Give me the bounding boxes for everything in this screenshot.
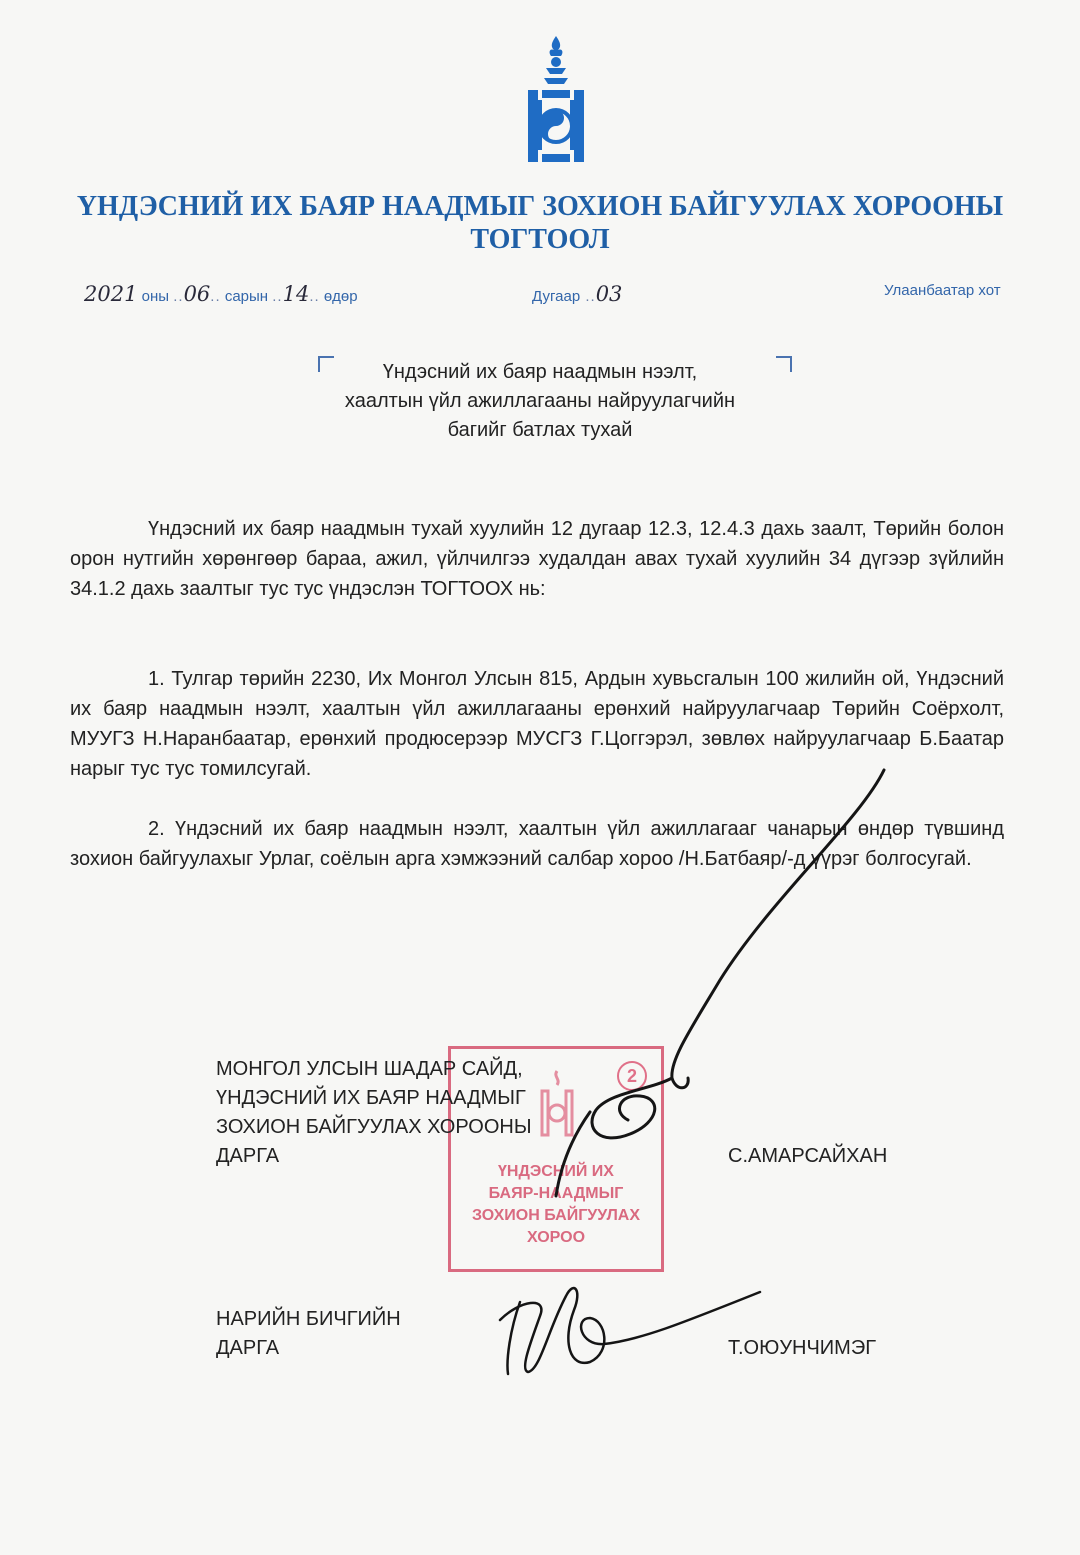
preamble-paragraph: Үндэсний их баяр наадмын тухай хуулийн 12 дугаар 12.3, 12.4.3 дахь заалт, Төрийн болон орон нутгийн хөрөнгөөр бараа, ажил, үйлчилгээ худалдан авах тухай хуулийн 34 дүгээр зүйлийн 34.1.2 дахь заалтыг тус тус үндэслэн ТОГТООХ нь:: [70, 518, 1004, 600]
resolution-item-2: 2. Үндэсний их баяр наадмын нээлт, хаалтын үйл ажиллагааг чанарын өндөр түвшинд зохион байгуулахыг Урлаг, соёлын арга хэмжээний салбар хороо /Н.Батбаяр/-д үүрэг болгосугай.: [70, 818, 1004, 870]
chair-title-line: ҮНДЭСНИЙ ИХ БАЯР НААДМЫГ: [216, 1087, 526, 1109]
stamp-number: 2: [617, 1061, 647, 1091]
state-emblem-icon: [524, 34, 588, 166]
secretary-title-line: НАРИЙН БИЧГИЙН: [216, 1308, 401, 1330]
secretary-name: Т.ОЮУНЧИМЭГ: [728, 1337, 877, 1359]
stamp-line: ҮНДЭСНИЙ ИХ: [498, 1163, 614, 1180]
secretary-title-line: ДАРГА: [216, 1337, 280, 1359]
resolution-item-1: 1. Тулгар төрийн 2230, Их Монгол Улсын 815, Ардын хувьсгалын 100 жилийн ой, Үндэсний их баяр наадмын нээлт, хаалтын үйл ажиллагааны ерөнхий найруулагчаар Төрийн Соёрхолт, МУУГЗ Н.Наранбаатар, ерөнхий продюсерээр МУСГЗ Г.Цоггэрэл, зөвлөх найруулагчаар Б.Баатар нарыг тус тус томилсугай.: [70, 668, 1004, 780]
subject-line: багийг батлах тухай: [447, 419, 633, 441]
decree-number: Дугаар ..03: [532, 282, 623, 306]
decree-number-value: 03: [595, 282, 623, 306]
stamp-line: ХОРОО: [526, 1229, 586, 1246]
chair-title-line: МОНГОЛ УЛСЫН ШАДАР САЙД,: [216, 1058, 523, 1080]
document-title: ҮНДЭСНИЙ ИХ БАЯР НААДМЫГ ЗОХИОН БАЙГУУЛАХ ХОРООНЫ ТОГТООЛ: [76, 191, 1004, 255]
stamp-text: [451, 1161, 661, 1249]
subject: [240, 358, 840, 445]
stamp-line: ЗОХИОН БАЙГУУЛАХ: [471, 1207, 641, 1224]
date-month-suffix: сарын: [224, 288, 269, 305]
decree-number-label: Дугаар: [532, 288, 581, 305]
secretary-title: [216, 1305, 401, 1363]
subject-line: хаалтын үйл ажиллагааны найруулагчийн: [344, 390, 736, 412]
subject-line: Үндэсний их баяр наадмын нээлт,: [382, 361, 698, 383]
date-day: 14: [282, 282, 310, 306]
date-year-suffix: оны: [141, 288, 170, 305]
chair-title-line: ЗОХИОН БАЙГУУЛАХ ХОРООНЫ: [216, 1116, 532, 1138]
city-label: Улаанбаатар хот: [884, 282, 1001, 299]
chair-title: [216, 1055, 532, 1171]
chair-title-line: ДАРГА: [216, 1145, 280, 1167]
date-day-suffix: өдөр: [323, 288, 358, 305]
chair-name: С.АМАРСАЙХАН: [728, 1145, 888, 1167]
date-month: 06: [183, 282, 211, 306]
date-year: 2021: [84, 282, 138, 306]
date-line: 2021 оны ..06.. сарын ..14.. өдөр: [84, 282, 358, 306]
stamp-emblem-icon: [539, 1067, 575, 1139]
stamp-line: БАЯР-НААДМЫГ: [488, 1185, 624, 1202]
